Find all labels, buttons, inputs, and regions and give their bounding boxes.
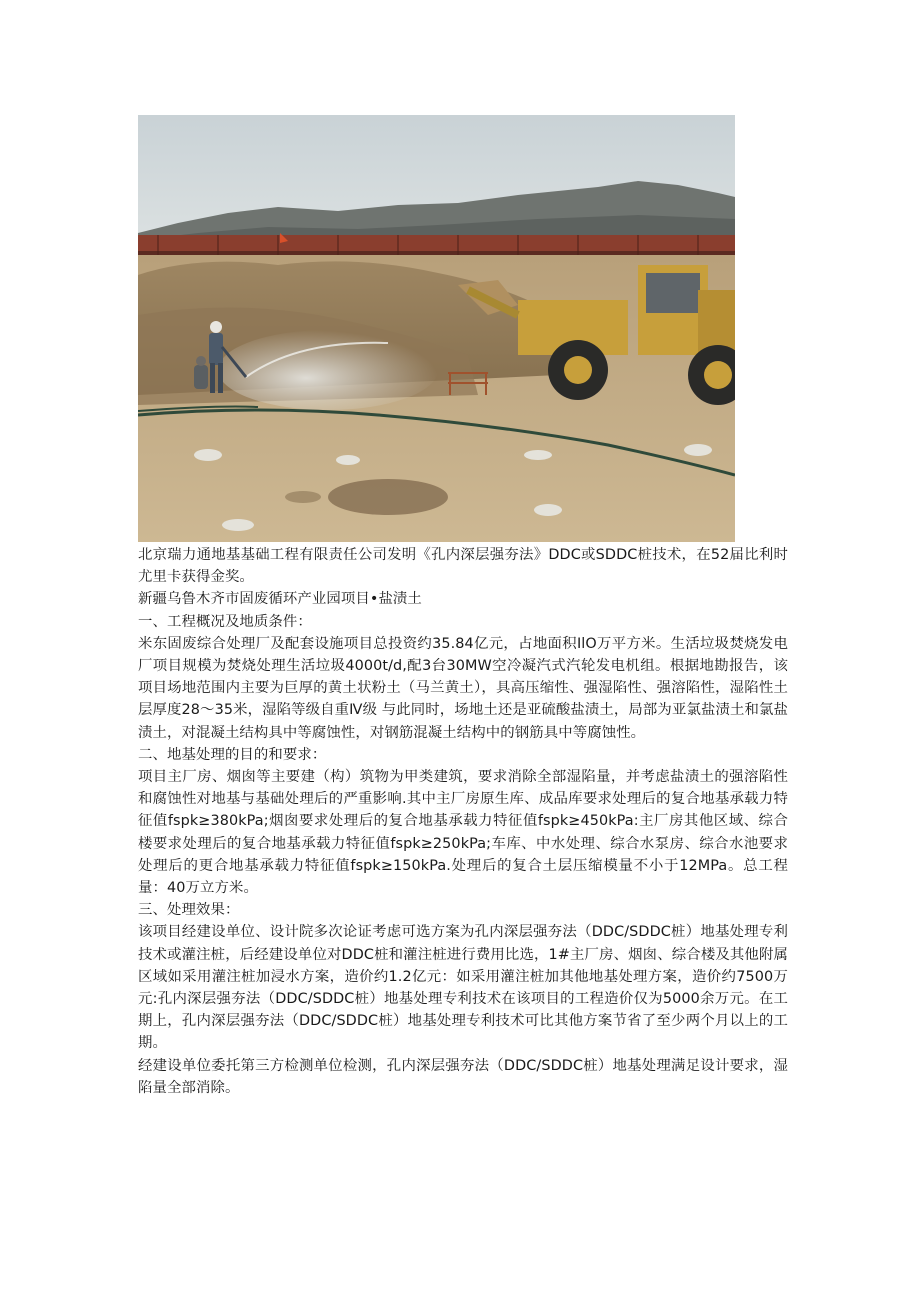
overview-paragraph: 米东固废综合处理厂及配套设施项目总投资约35.84亿元，占地面积IlO万平方米。生活垃圾焚烧发电厂项目规模为焚烧处理生活垃圾4000t∕d,配3台30MW空冷凝汽式汽轮发电机组。根据地勘报告，该项目场地范围内主要为巨厚的黄土状粉土（马兰黄土），具高压缩性、强湿陷性、强溶陷性，湿陷性土层厚度28〜35米，湿陷等级自重Ⅳ级 与此同时，场地土还是亚硫酸盐渍土，局部为亚氯盐渍土和氯盐渍土，对混凝土结构具中等腐蚀性，对钢筋混凝土结构中的钢筋具中等腐蚀性。	[138, 635, 788, 741]
section-heading-results: 三、处理效果：	[138, 902, 240, 919]
award-intro-paragraph: 北京瑞力通地基基础工程有限责任公司发明《孔内深层强夯法》DDC或SDDC桩技术，在52届比利时尤里卡获得金奖。	[138, 547, 788, 586]
section-heading-requirements: 二、地基处理的目的和要求：	[138, 746, 327, 763]
article-body	[138, 544, 788, 1099]
conclusion-paragraph: 经建设单位委托第三方检测单位检测，孔内深层强夯法（DDC∕SDDC桩）地基处理满足设计要求，湿陷量全部消除。	[138, 1057, 788, 1096]
construction-site-photo	[138, 115, 735, 542]
requirements-paragraph: 项目主厂房、烟囱等主要建（构）筑物为甲类建筑，要求消除全部湿陷量，并考虑盐渍土的强溶陷性和腐蚀性对地基与基础处理后的严重影响.其中主厂房原生库、成品库要求处理后的复合地基承载力特征值fspk≥380kPa;烟囱要求处理后的复合地基承载力特征值fspk≥450kPa:主厂房其他区域、综合楼要求处理后的复合地基承载力特征值fspk≥250kPa;车库、中水处理、综合水泵房、综合水池要求处理后的更合地基承载力特征值fspk≥150kPa.处理后的复合土层压缩模量不小于12MPa。总工程量：40万立方米。	[138, 769, 788, 897]
project-title: 新疆乌鲁木齐市固废循环产业园项目•盐渍土	[138, 591, 422, 608]
results-paragraph: 该项目经建设单位、设计院多次论证考虑可选方案为孔内深层强夯法（DDC∕SDDC桩）地基处理专利技术或灌注桩，后经建设单位对DDC桩和灌注桩进行费用比选，1#主厂房、烟囱、综合楼及其他附属区域如采用灌注桩加浸水方案，造价约1.2亿元：如采用灌注桩加其他地基处理方案，造价约7500万元:孔内深层强夯法（DDC/SDDC桩）地基处理专利技术在该项目的工程造价仅为5000余万元。在工期上，孔内深层强夯法（DDC/SDDC桩）地基处理专利技术可比其他方案节省了至少两个月以上的工期。	[138, 924, 788, 1052]
section-heading-overview: 一、工程概况及地质条件：	[138, 613, 312, 630]
